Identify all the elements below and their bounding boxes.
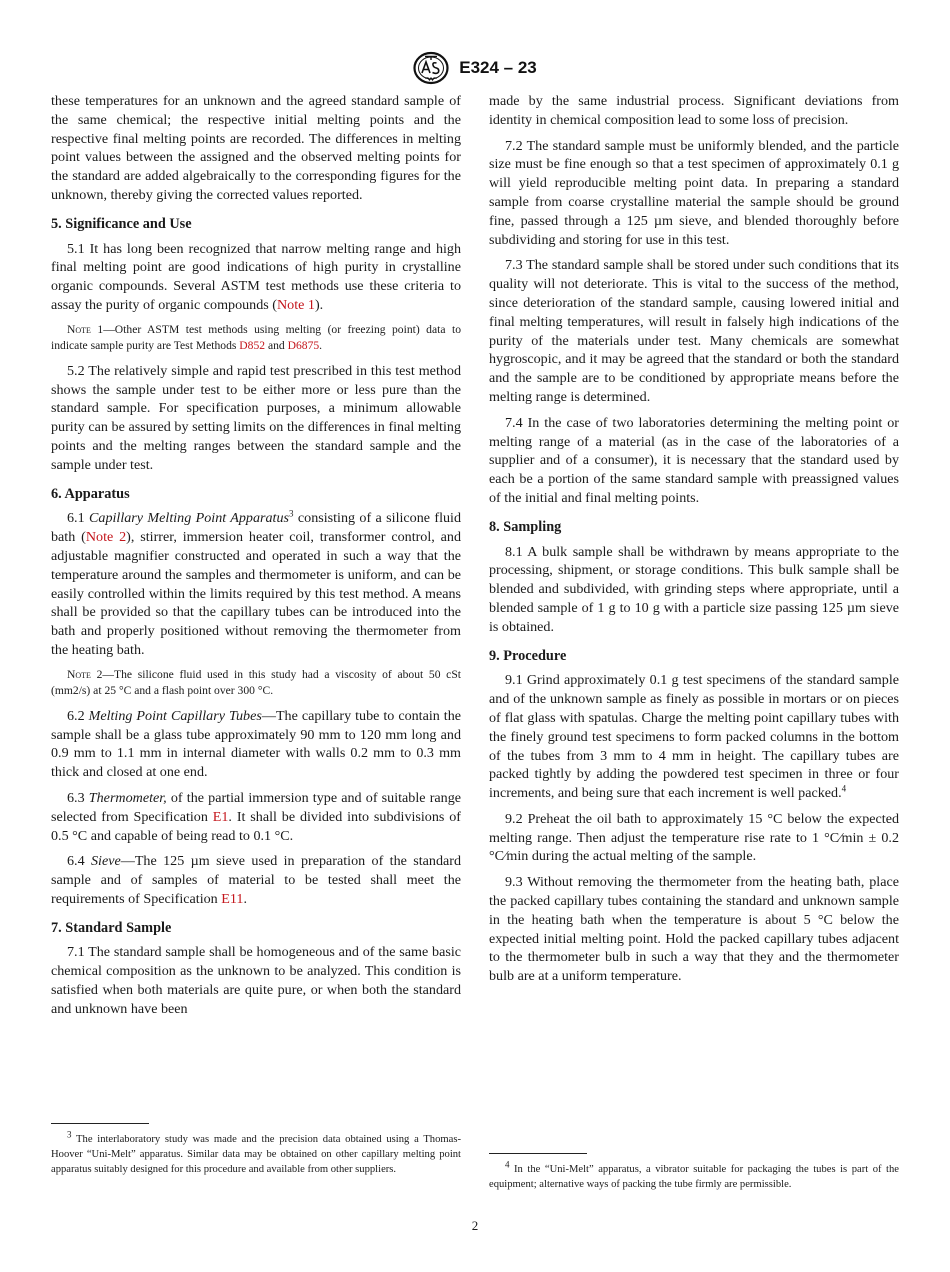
- paragraph-6-4: 6.4 Sieve—The 125 µm sieve used in preparation of the standard sample and of samples of material to be tested shall meet the requirements of Specification E11.: [51, 853, 461, 907]
- section-6-heading: 6. Apparatus: [51, 485, 130, 502]
- note-2: Note 2—The silicone fluid used in this study had a viscosity of about 50 cSt (mm2/s) at 25 °C and a flash point over 300 °C.: [51, 667, 461, 698]
- e11-link[interactable]: E11: [221, 890, 244, 907]
- astm-logo: [413, 50, 449, 86]
- section-8-heading: 8. Sampling: [489, 518, 562, 535]
- paragraph-7-4: 7.4 In the case of two laboratories determining the melting point or melting range of a material (as in the case of the laboratories of a supplier and of a consumer), it is necessary that the standard used by each be a portion of the same standard sample with preassigned values of the initial and final melting points.: [489, 414, 899, 506]
- page-header: [0, 50, 950, 86]
- paragraph-6-1: 6.1 Capillary Melting Point Apparatus$^3$ consisting of a silicone fluid bath (Note 2), stirrer, immersion heater coil, transformer control, and adjustable magnifier constructed and operated in such a way that the temperature around the samples and thermometer is uniform, and can be easily controlled within the limits required by this test method. A means shall be provided so that the capillary tubes can be introduced into the bath and properly positioned without removing the thermometer from the heating bath.: [51, 508, 462, 658]
- section-9-heading: 9. Procedure: [489, 647, 567, 664]
- note-1: Note 1—Other ASTM test methods using melting (or freezing point) data to indicate sample purity are Test Methods D852 and D6875.: [51, 322, 461, 353]
- d852-link[interactable]: D852: [239, 339, 266, 353]
- paragraph-7-3: 7.3 The standard sample shall be stored under such conditions that its quality will not deteriorate. This is vital to the success of the method, since deterioration of the standard sample, causing lowered initial and final melting temperatures, will result in falsely high indications of the purity of the materials under test. Many chemicals are somewhat hygroscopic, and it may be agreed that the standard or both the standard and the sample are to be conditioned by appropriate means before the melting range is determined.: [489, 257, 899, 405]
- paragraph-6-2: 6.2 Melting Point Capillary Tubes—The capillary tube to contain the sample shall be a glass tube approximately 90 mm to 120 mm long and 0.9 mm to 1.1 mm in internal diameter with walls 0.2 mm to 0.3 mm thick and closed at one end.: [51, 707, 462, 781]
- document-id: E324 – 23: [459, 58, 537, 77]
- paragraph-9-1: 9.1 Grind approximately 0.1 g test specimens of the standard sample and of the unknown sample as finely as possible in mortars or on pieces of flat glass with spatulas. Charge the melting point capillary tubes with the finely ground test specimens to form packed columns in the bottom of the tubes from 3 mm to 4 mm in height. The capillary tubes are packed tightly by adding the powdered test specimen in three or four increments, and being sure that each increment is well packed.$^4$: [489, 672, 899, 802]
- paragraph-5-1: 5.1 It has long been recognized that narrow melting range and high final melting point are good indications of high purity in crystalline organic compounds. Several ASTM test methods use these criteria to assay the purity of organic compounds (Note 1).: [51, 240, 461, 313]
- paragraph-7-2: 7.2 The standard sample must be uniformly blended, and the particle size must be fine enough so that a test specimen of approximately 0.1 g will yield reproducible melting point data. In preparing a standard sample from coarse crystalline material the sample should be ground fine, passed through a 125 µm sieve, and blended thoroughly before subdividing and storing for use in this test.: [489, 137, 899, 248]
- right-column: [489, 92, 899, 993]
- paragraph-continued: these temperatures for an unknown and the agreed standard sample of the same chemical; the respective initial melting points and the respective final melting points are recorded. The differences in melting point values between the assigned and the observed melting points for the standard are added algebraically to the corresponding figures for the unknown, thereby giving the corrected values reported.: [51, 93, 461, 203]
- paragraph-9-3: 9.3 Without removing the thermometer from the heating bath, place the packed capillary tubes containing the standard and unknown sample in the heating bath when the temperature is about 5 °C below the expected initial melting point. Hold the packed capillary tubes adjacent to the thermometer bulb in such a way that they and the thermometer bulb are at a uniform temperature.: [489, 874, 899, 985]
- paragraph-5-2: 5.2 The relatively simple and rapid test prescribed in this test method shows the sample under test to be either more or less pure than the standard sample. For specification purposes, a minimum allowable purity can be assured by setting limits on the differences in final melting points and the melting ranges between the standard sample and the sample under test.: [51, 362, 461, 473]
- paragraph-6-3: 6.3 Thermometer, of the partial immersion type and of suitable range selected from Specification E1. It shall be divided into subdivisions of 0.5 °C and capable of being read to 0.1 °C.: [51, 789, 462, 844]
- left-column: [51, 92, 461, 1026]
- paragraph-continued: made by the same industrial process. Significant deviations from identity in chemical composition lead to some loss of precision.: [489, 93, 899, 128]
- section-5-heading: 5. Significance and Use: [51, 215, 192, 232]
- page-number: 2: [471, 1218, 479, 1233]
- footnote-separator: [489, 1153, 587, 1154]
- paragraph-7-1: 7.1 The standard sample shall be homogeneous and of the same basic chemical composition as the unknown to be analyzed. This condition is satisfied when both materials are quite pure, or when both the standard and unknown have been: [51, 944, 461, 1017]
- paragraph-8-1: 8.1 A bulk sample shall be withdrawn by means appropriate to the processing, shipment, or storage conditions. This bulk sample shall be blended and subdivided, with grinding steps where appropriate, until a blended sample of 1 g to 10 g with a particle size passing 125 µm sieve is obtained.: [489, 543, 899, 635]
- note-1-link[interactable]: Note 1: [276, 296, 315, 313]
- section-7-heading: 7. Standard Sample: [51, 919, 172, 936]
- d6875-link[interactable]: D6875: [287, 339, 320, 353]
- footnote-3-ref[interactable]: 3: [289, 508, 294, 519]
- footnote-separator: [51, 1123, 149, 1124]
- footnote-3: $^3$ The interlaboratory study was made and the precision data obtained using a Thomas-Hoover “Uni-Melt” apparatus. Similar data may be obtained on other capillary melting point apparatus suitably designed for this procedure and available from other suppliers.: [51, 1129, 461, 1175]
- e1-link[interactable]: E1: [212, 808, 229, 825]
- note-2-link[interactable]: Note 2: [85, 529, 127, 546]
- footnote-4: $^4$ In the “Uni-Melt” apparatus, a vibrator suitable for packaging the tubes is part of the equipment; alternative ways of packing the tube firmly are permissible.: [489, 1159, 899, 1190]
- footnote-4-ref[interactable]: 4: [841, 783, 847, 794]
- paragraph-9-2: 9.2 Preheat the oil bath to approximately 15 °C below the expected melting range. Then adjust the temperature rise rate to 1 °C⁄min ± 0.2 °C⁄min during the actual melting of the sample.: [489, 810, 899, 865]
